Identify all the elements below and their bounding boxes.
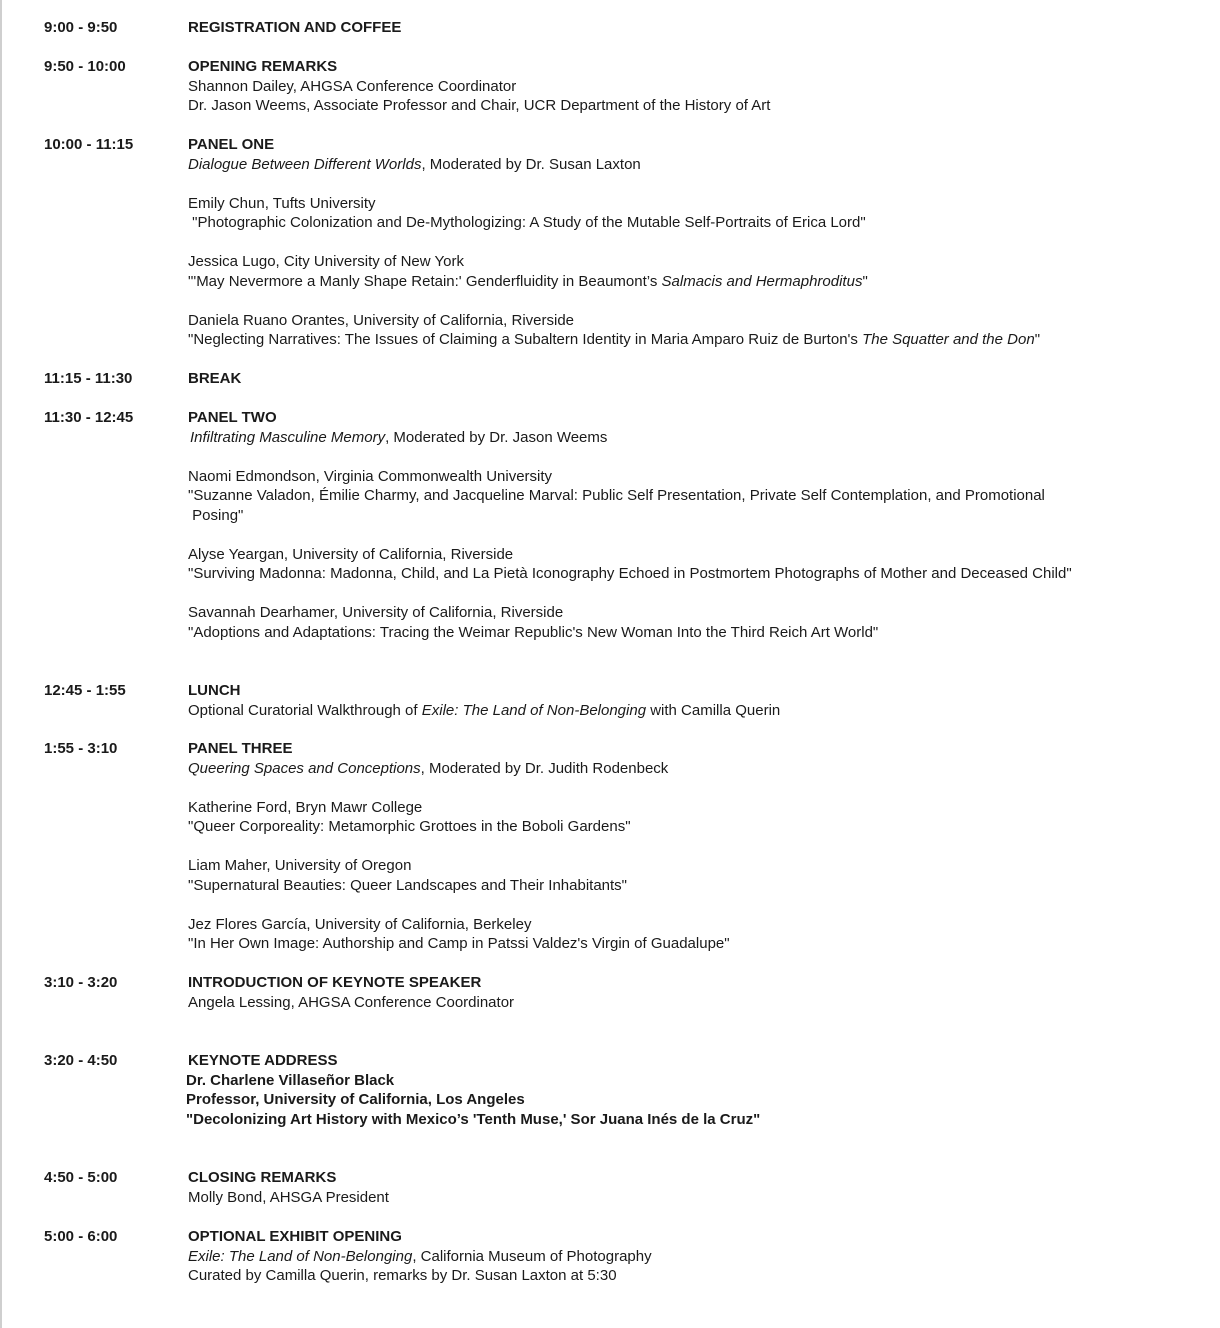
speaker-line: Shannon Dailey, AHGSA Conference Coordinator <box>188 77 517 95</box>
talk-title-continued: Posing" <box>188 506 244 524</box>
talk-speaker: Alyse Yeargan, University of California, Riverside <box>188 545 514 563</box>
panel-moderation <box>188 759 1198 779</box>
moderator: , Moderated by Dr. Susan Laxton <box>421 155 641 173</box>
time-slot: 4:50 - 5:00 <box>44 1169 118 1186</box>
panel-moderation <box>188 155 1198 175</box>
talk-speaker: Jez Flores García, University of California, Berkeley <box>188 915 532 933</box>
talk-speaker: Jessica Lugo, City University of New York <box>188 253 464 270</box>
time-slot: 11:30 - 12:45 <box>44 409 134 426</box>
time-slot: 10:00 - 11:15 <box>44 136 134 153</box>
talk-title: "'May Nevermore a Manly Shape Retain:' Genderfluidity in Beaumont’s Salmacis and Hermaphroditus" <box>188 272 868 290</box>
session-content <box>188 408 1198 642</box>
panel-theme: Dialogue Between Different Worlds <box>188 155 422 173</box>
panel-theme: Infiltrating Masculine Memory <box>190 428 386 446</box>
talk-title: "Photographic Colonization and De-Mythologizing: A Study of the Mutable Self-Portraits of Erica Lord" <box>188 214 866 231</box>
session-content <box>188 681 1198 720</box>
session-title: OPENING REMARKS <box>188 58 338 75</box>
talk-speaker: Daniela Ruano Orantes, University of California, Riverside <box>188 311 575 329</box>
session-title: LUNCH <box>188 682 241 699</box>
keynote-speaker: Dr. Charlene Villaseñor Black <box>186 1071 395 1089</box>
time-slot: 12:45 - 1:55 <box>44 682 126 699</box>
moderator: , Moderated by Dr. Judith Rodenbeck <box>420 759 669 777</box>
session-content <box>188 1168 1198 1207</box>
exhibit-curation: Curated by Camilla Querin, remarks by Dr. Susan Laxton at 5:30 <box>188 1267 617 1284</box>
session-content <box>188 57 1198 116</box>
talk-title: "Supernatural Beauties: Queer Landscapes and Their Inhabitants" <box>188 876 627 894</box>
session-title: PANEL ONE <box>188 136 275 153</box>
session-title: INTRODUCTION OF KEYNOTE SPEAKER <box>188 974 482 991</box>
session-content <box>188 1051 1198 1129</box>
talk-title: "Adoptions and Adaptations: Tracing the Weimar Republic's New Woman Into the Third Reich Art World" <box>188 623 879 641</box>
speaker-line: Dr. Jason Weems, Associate Professor and Chair, UCR Department of the History of Art <box>188 97 771 114</box>
session-content <box>188 739 1198 954</box>
session-title: REGISTRATION AND COFFEE <box>188 19 402 36</box>
page-left-border <box>0 0 2 1328</box>
session-content <box>188 369 1198 389</box>
talk-speaker: Emily Chun, Tufts University <box>188 194 376 212</box>
talk-speaker: Katherine Ford, Bryn Mawr College <box>188 798 423 816</box>
keynote-title: "Decolonizing Art History with Mexico’s 'Tenth Muse,' Sor Juana Inés de la Cruz" <box>186 1110 761 1128</box>
talk-speaker: Liam Maher, University of Oregon <box>188 857 412 874</box>
session-content <box>188 18 1198 38</box>
time-slot: 9:00 - 9:50 <box>44 19 118 36</box>
exhibit-name: Exile: The Land of Non-Belonging <box>188 1247 413 1265</box>
talk-speaker: Naomi Edmondson, Virginia Commonwealth University <box>188 467 553 485</box>
panel-moderation <box>188 428 1198 448</box>
session-title: PANEL THREE <box>188 740 293 757</box>
speaker-line: Angela Lessing, AHGSA Conference Coordinator <box>188 993 515 1011</box>
panel-theme: Queering Spaces and Conceptions <box>188 759 421 777</box>
time-slot: 5:00 - 6:00 <box>44 1228 118 1245</box>
talk-title: "Surviving Madonna: Madonna, Child, and La Pietà Iconography Echoed in Postmortem Photographs of Mother and Deceased Child" <box>188 565 1072 582</box>
exhibit-venue: Exile: The Land of Non-Belonging, California Museum of Photography <box>188 1247 652 1265</box>
talk-title: "Neglecting Narratives: The Issues of Claiming a Subaltern Identity in Maria Amparo Ruiz de Burton's The Squatter and the Don" <box>188 331 1041 348</box>
talk-title: "In Her Own Image: Authorship and Camp in Patssi Valdez's Virgin of Guadalupe" <box>188 935 730 952</box>
time-slot: 3:20 - 4:50 <box>44 1052 118 1069</box>
time-slot: 1:55 - 3:10 <box>44 740 118 757</box>
time-slot: 3:10 - 3:20 <box>44 974 118 991</box>
session-content <box>188 973 1198 1012</box>
speaker-line: Molly Bond, AHSGA President <box>188 1188 389 1206</box>
time-slot: 9:50 - 10:00 <box>44 58 126 75</box>
lunch-note: Optional Curatorial Walkthrough of Exile: The Land of Non-Belonging with Camilla Querin <box>188 701 781 719</box>
moderator: , Moderated by Dr. Jason Weems <box>385 428 608 446</box>
session-content <box>188 135 1198 350</box>
session-content <box>188 1227 1198 1286</box>
session-title: CLOSING REMARKS <box>188 1169 337 1186</box>
talk-title: "Queer Corporeality: Metamorphic Grottoes in the Boboli Gardens" <box>188 818 631 835</box>
session-title: BREAK <box>188 370 242 387</box>
talk-title: "Suzanne Valadon, Émilie Charmy, and Jacqueline Marval: Public Self Presentation, Private Self Contemplation, and Promotional <box>188 487 1045 504</box>
session-title: KEYNOTE ADDRESS <box>188 1052 338 1069</box>
keynote-affiliation: Professor, University of California, Los Angeles <box>186 1091 525 1108</box>
session-title: OPTIONAL EXHIBIT OPENING <box>188 1228 402 1245</box>
session-title: PANEL TWO <box>188 409 277 426</box>
time-slot: 11:15 - 11:30 <box>44 370 133 387</box>
talk-speaker: Savannah Dearhamer, University of California, Riverside <box>188 604 564 621</box>
